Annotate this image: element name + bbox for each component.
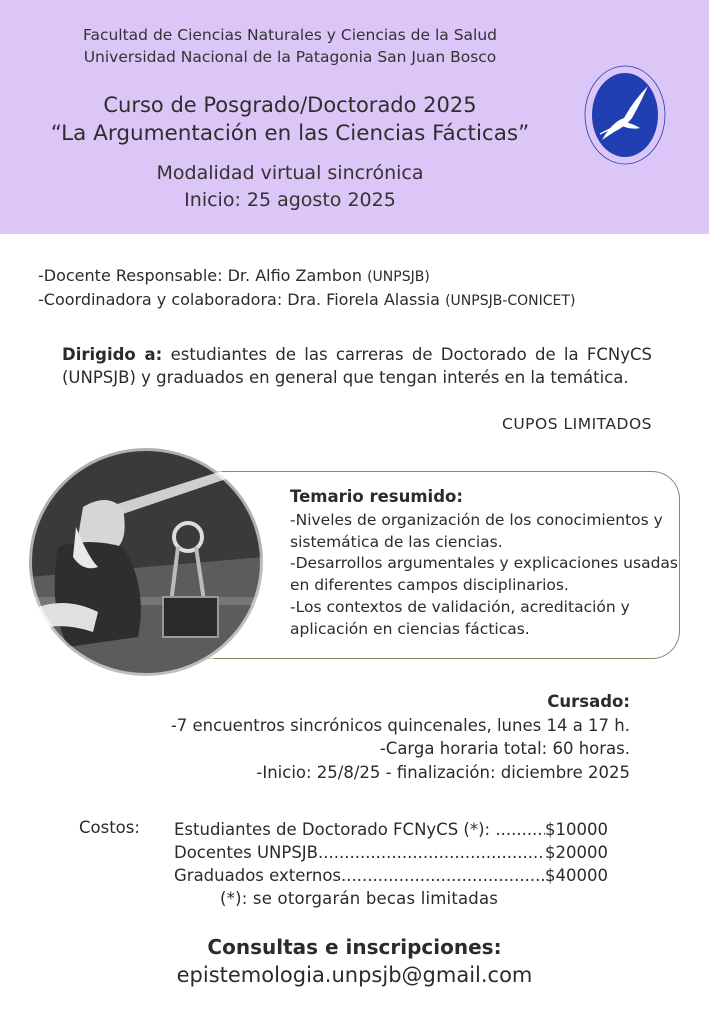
schedule-line: -7 encuentros sincrónicos quincenales, lunes 14 a 17 h. [170,715,630,735]
topic-item: -Desarrollos argumentales y explicaciones usadas en diferentes campos disciplinarios. [290,554,678,595]
cost-row [174,818,608,841]
target-audience [62,343,652,389]
course-schedule [171,690,630,784]
target-label: Dirigido a: [62,345,163,364]
institution-faculty: Facultad de Ciencias Naturales y Ciencias de la Salud [82,26,498,44]
staff-coordinator-affiliation: (UNPSJB-CONICET) [445,293,576,309]
contact-title: Consultas e inscripciones: [207,935,502,959]
staff-coordinator-name: -Coordinadora y colaboradora: Dra. Fiorela Alassia [38,290,440,309]
course-title: “La Argumentación en las Ciencias Fácticas” [50,121,530,146]
astronomer-telescope-illustration [28,447,264,677]
schedule-line: -Carga horaria total: 60 horas. [379,739,630,758]
topics-summary [290,486,680,641]
course-type: Curso de Posgrado/Doctorado 2025 [103,93,477,117]
cost-price: $10000 [545,820,608,839]
course-start: Inicio: 25 agosto 2025 [184,189,396,211]
cost-name: Estudiantes de Doctorado FCNyCS (*): [174,820,496,839]
cost-row [174,841,608,864]
cost-price: $40000 [545,866,608,885]
staff-responsible-affiliation: (UNPSJB) [367,269,430,285]
course-modality: Modalidad virtual sincrónica [156,162,424,184]
institution-university: Universidad Nacional de la Patagonia San Juan Bosco [83,48,497,66]
schedule-title: Cursado: [547,692,630,711]
target-text: estudiantes de las carreras de Doctorado de la FCNyCS (UNPSJB) y graduados en general que tengan interés en la temática. [62,345,652,387]
cost-name: Graduados externos [174,866,342,885]
contact-email: epistemologia.unpsjb@gmail.com [176,963,533,987]
costs-label: Costos: [79,818,140,837]
header-banner [0,0,709,234]
scholarship-note: (*): se otorgarán becas limitadas [220,889,499,908]
staff-responsible-name: -Docente Responsable: Dr. Alfio Zambon [38,266,362,285]
cost-row [174,864,608,887]
schedule-line: -Inicio: 25/8/25 - finalización: diciembre 2025 [256,762,630,782]
topics-title: Temario resumido: [290,487,463,506]
topic-item: -Los contextos de validación, acreditación y aplicación en ciencias fácticas. [290,597,630,638]
costs-table [174,818,608,887]
cost-name: Docentes UNPSJB [174,843,318,862]
staff-responsible [38,266,430,285]
limited-seats-notice: CUPOS LIMITADOS [502,415,652,433]
university-logo-icon [578,60,672,170]
cost-price: $20000 [545,843,608,862]
staff-coordinator [38,290,575,309]
topic-item: -Niveles de organización de los conocimientos y sistemática de las ciencias. [290,510,663,551]
